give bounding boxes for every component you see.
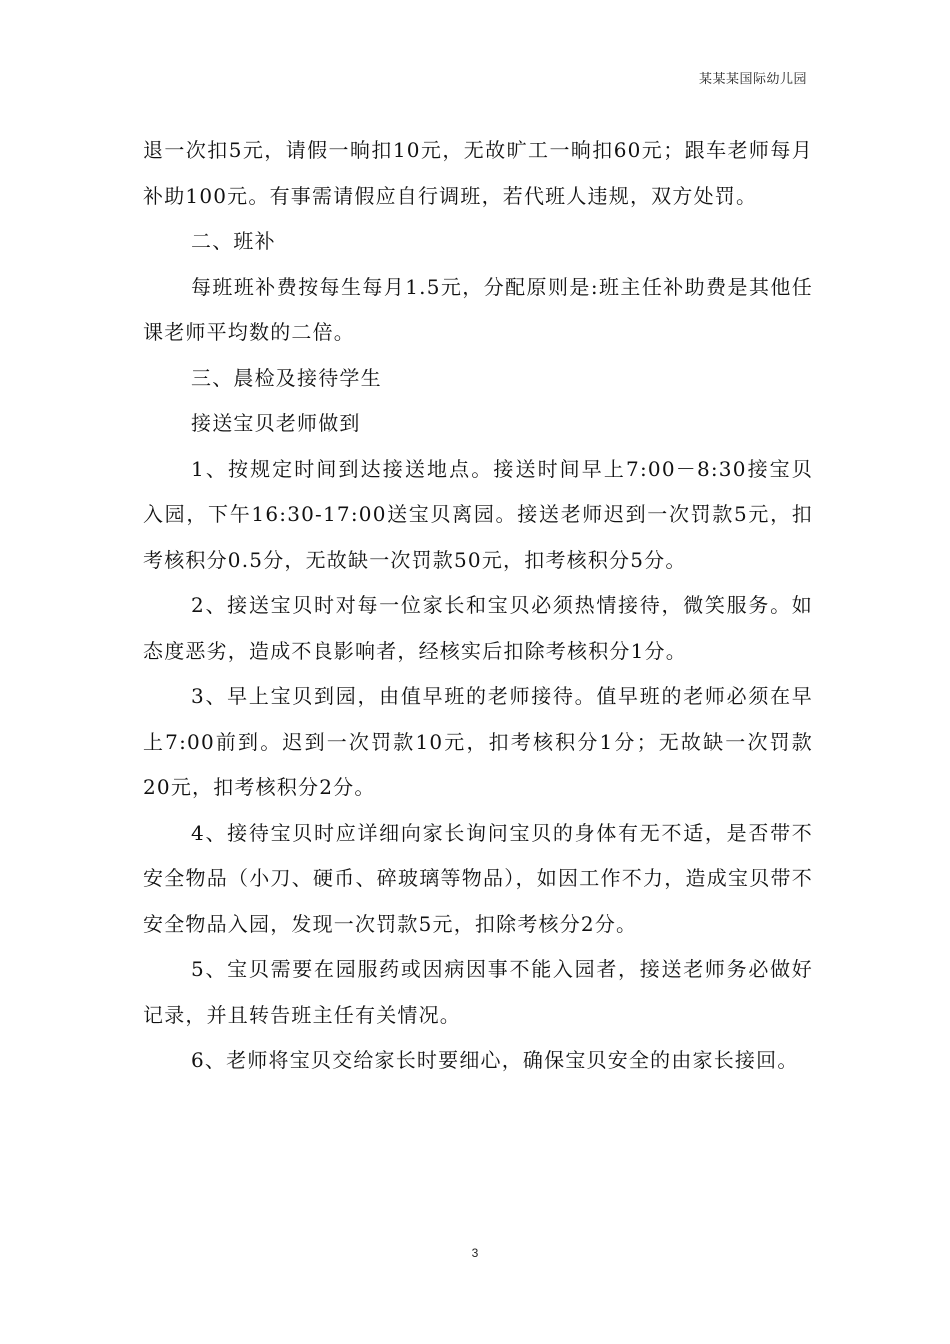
paragraph-continuation: 退一次扣5元，请假一晌扣10元，无故旷工一晌扣60元；跟车老师每月补助100元。有事需请假应自行调班，若代班人违规，双方处罚。 [143, 138, 813, 208]
page-header-org-name: 某某某国际幼儿园 [698, 72, 807, 87]
paragraph-class-subsidy: 每班班补费按每生每月1.5元，分配原则是:班主任补助费是其他任课老师平均数的二倍。 [143, 274, 813, 344]
list-item-1: 1、按规定时间到达接送地点。接送时间早上7:00－8:30接宝贝入园，下午16:30-17:00送宝贝离园。接送老师迟到一次罚款5元，扣考核积分0.5分，无故缺一次罚款50元，扣考核积分5分。 [143, 456, 813, 572]
section-heading-morning-check: 三、晨检及接待学生 [191, 365, 382, 390]
list-item-6: 6、老师将宝贝交给家长时要细心，确保宝贝安全的由家长接回。 [191, 1048, 799, 1072]
document-body [143, 128, 813, 1084]
section-heading-class-subsidy: 二、班补 [191, 229, 276, 253]
list-item-4: 4、接待宝贝时应详细向家长询问宝贝的身体有无不适，是否带不安全物品（小刀、硬币、碎玻璃等物品），如因工作不力，造成宝贝带不安全物品入园，发现一次罚款5元，扣除考核分2分。 [143, 820, 813, 936]
paragraph-intro: 接送宝贝老师做到 [191, 411, 361, 435]
list-item-5: 5、宝贝需要在园服药或因病因事不能入园者，接送老师务必做好记录，并且转告班主任有关情况。 [143, 957, 813, 1027]
page-number: 3 [471, 1246, 479, 1260]
list-item-3: 3、早上宝贝到园，由值早班的老师接待。值早班的老师必须在早上7:00前到。迟到一次罚款10元，扣考核积分1分；无故缺一次罚款20元，扣考核积分2分。 [143, 684, 813, 799]
list-item-2: 2、接送宝贝时对每一位家长和宝贝必须热情接待，微笑服务。如态度恶劣，造成不良影响者，经核实后扣除考核积分1分。 [143, 593, 813, 663]
